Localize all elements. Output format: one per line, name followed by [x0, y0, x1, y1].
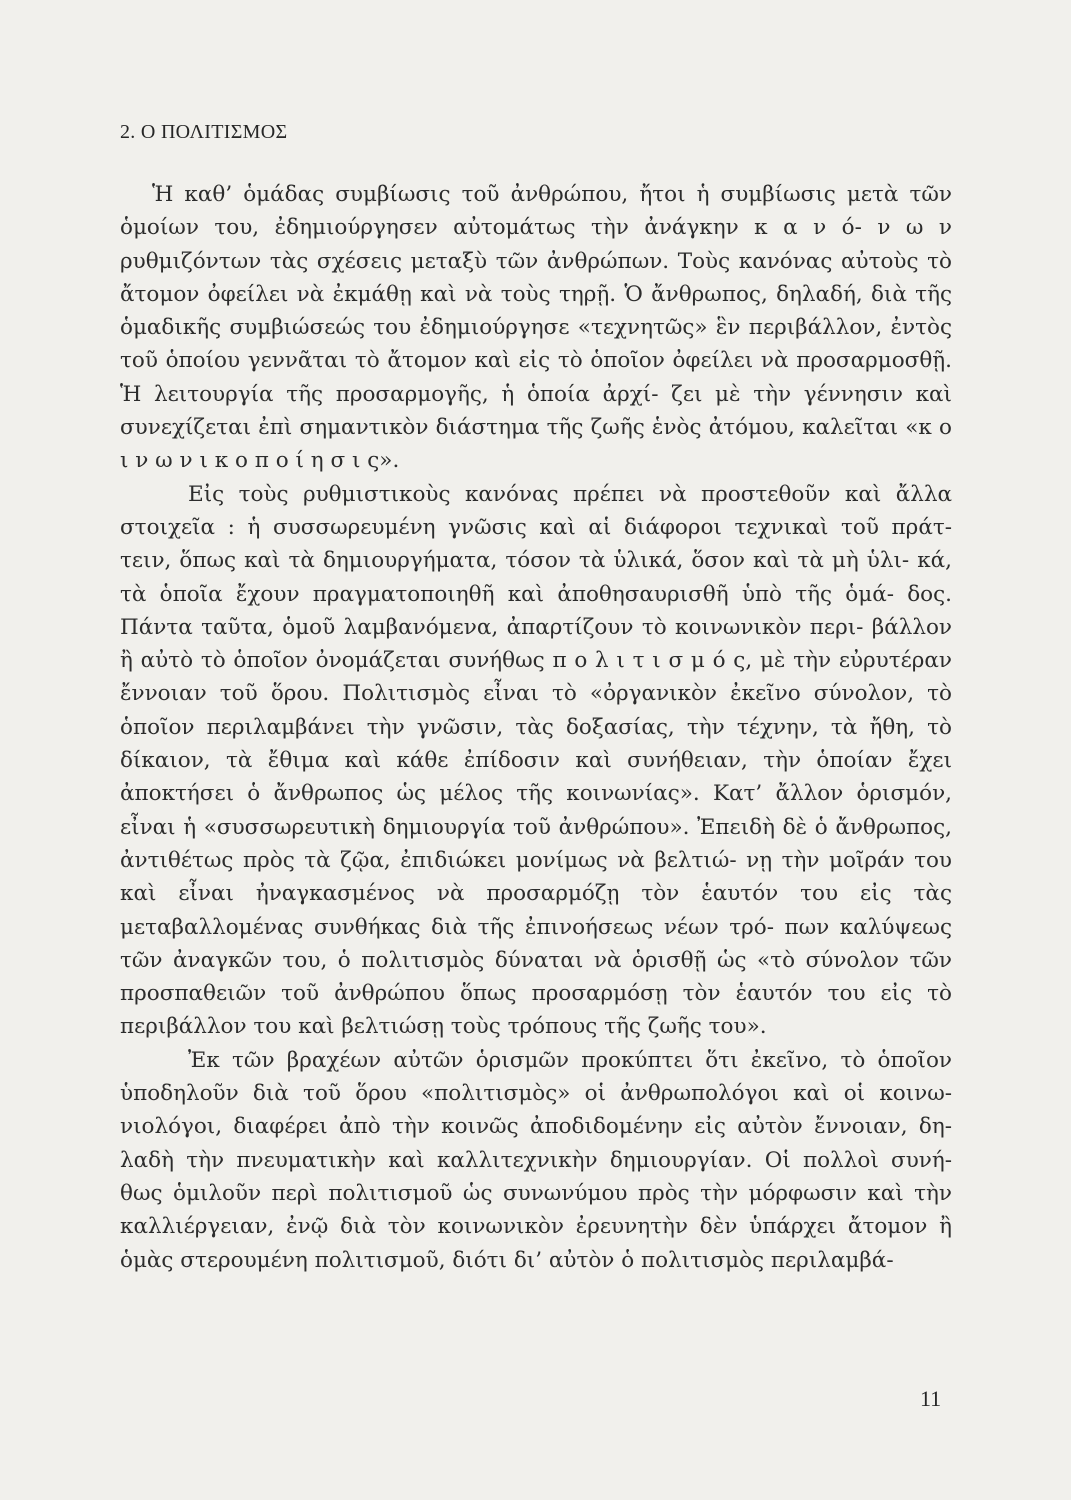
paragraph: Ἐκ τῶν βραχέων αὐτῶν ὁρισμῶν προκύπτει ὅτι ἐκεῖνο, τὸ ὁποῖον ὑποδηλοῦν διὰ τοῦ ὅρου «πολιτισμὸς» οἱ ἀνθρωπολόγοι καὶ οἱ κοινω- νιολόγοι, διαφέρει ἀπὸ τὴν κοινῶς ἀποδιδομένην εἰς αὐτὸν ἔννοιαν, δη- λαδὴ τὴν πνευματικὴν καὶ καλλιτεχνικὴν δημιουργίαν. Οἱ πολλοὶ συνή- θως ὁμιλοῦν περὶ πολιτισμοῦ ὡς συνωνύμου πρὸς τὴν μόρφωσιν καὶ τὴν καλλιέργειαν, ἐνῷ διὰ τὸν κοινωνικὸν ἐρευνητὴν δὲν ὑπάρχει ἄτομον ἢ ὁμὰς στερουμένη πολιτισμοῦ, διότι δι’ αὐτὸν ὁ πολιτισμὸς περιλαμβά-	[120, 1047, 952, 1273]
body-text	[120, 178, 952, 1277]
section-heading: 2. Ο ΠΟΛΙΤΙΣΜΟΣ	[120, 121, 288, 143]
page-number: 11	[920, 1386, 942, 1411]
paragraph: Εἰς τοὺς ρυθμιστικοὺς κανόνας πρέπει νὰ προστεθοῦν καὶ ἄλλα στοιχεῖα : ἡ συσσωρευμένη γνῶσις καὶ αἱ διάφοροι τεχνικαὶ τοῦ πράτ- τειν, ὅπως καὶ τὰ δημιουργήματα, τόσον τὰ ὑλικά, ὅσον καὶ τὰ μὴ ὑλι- κά, τὰ ὁποῖα ἔχουν πραγματοποιηθῆ καὶ ἀποθησαυρισθῆ ὑπὸ τῆς ὁμά- δος. Πάντα ταῦτα, ὁμοῦ λαμβανόμενα, ἀπαρτίζουν τὸ κοινωνικὸν περι- βάλλον ἢ αὐτὸ τὸ ὁποῖον ὀνομάζεται συνήθως π ο λ ι τ ι σ μ ό ς, μὲ τὴν εὐρυτέραν ἔννοιαν τοῦ ὅρου. Πολιτισμὸς εἶναι τὸ «ὀργανικὸν ἐκεῖνο σύνολον, τὸ ὁποῖον περιλαμβάνει τὴν γνῶσιν, τὰς δοξασίας, τὴν τέχνην, τὰ ἤθη, τὸ δίκαιον, τὰ ἔθιμα καὶ κάθε ἐπίδοσιν καὶ συνήθειαν, τὴν ὁποίαν ἔχει ἀποκτήσει ὁ ἄνθρωπος ὡς μέλος τῆς κοινωνίας». Κατ’ ἄλλον ὁρισμόν, εἶναι ἡ «συσσωρευτικὴ δημιουργία τοῦ ἀνθρώπου». Ἐπειδὴ δὲ ὁ ἄνθρωπος, ἀντιθέτως πρὸς τὰ ζῷα, ἐπιδιώκει μονίμως νὰ βελτιώ- νῃ τὴν μοῖράν του καὶ εἶναι ἠναγκασμένος νὰ προσαρμόζῃ τὸν ἑαυτόν του εἰς τὰς μεταβαλλομένας συνθήκας διὰ τῆς ἐπινοήσεως νέων τρό- πων καλύψεως τῶν ἀναγκῶν του, ὁ πολιτισμὸς δύναται νὰ ὁρισθῇ ὡς «τὸ σύνολον τῶν προσπαθειῶν τοῦ ἀνθρώπου ὅπως προσαρμόσῃ τὸν ἑαυτόν του εἰς τὸ περιβάλλον του καὶ βελτιώσῃ τοὺς τρόπους τῆς ζωῆς του».	[120, 481, 952, 1040]
paragraph: Ἡ καθ’ ὁμάδας συμβίωσις τοῦ ἀνθρώπου, ἤτοι ἡ συμβίωσις μετὰ τῶν ὁμοίων του, ἐδημιούργησεν αὐτομάτως τὴν ἀνάγκην κ α ν ό- ν ω ν ρυθμιζόντων τὰς σχέσεις μεταξὺ τῶν ἀνθρώπων. Τοὺς κανόνας αὐτοὺς τὸ ἄτομον ὀφείλει νὰ ἐκμάθῃ καὶ νὰ τοὺς τηρῇ. Ὁ ἄνθρωπος, δηλαδή, διὰ τῆς ὁμαδικῆς συμβιώσεώς του ἐδημιούργησε «τεχνητῶς» ἓν περιβάλλον, ἐντὸς τοῦ ὁποίου γεννᾶται τὸ ἄτομον καὶ εἰς τὸ ὁποῖον ὀφείλει νὰ προσαρμοσθῇ. Ἡ λειτουργία τῆς προσαρμογῆς, ἡ ὁποία ἀρχί- ζει μὲ τὴν γέννησιν καὶ συνεχίζεται ἐπὶ σημαντικὸν διάστημα τῆς ζωῆς ἑνὸς ἀτόμου, καλεῖται «κ ο ι ν ω ν ι κ ο π ο ί η σ ι ς».	[120, 182, 952, 474]
